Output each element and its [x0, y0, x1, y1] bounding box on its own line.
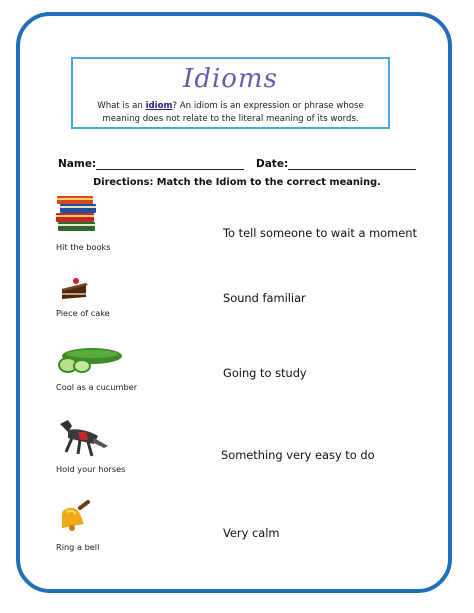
bell-icon [56, 500, 92, 534]
directions-text: Directions: Match the Idiom to the correct meaning. [93, 177, 381, 188]
meaning-very-calm: Very calm [223, 526, 280, 540]
title-box [71, 57, 390, 129]
date-input-line[interactable] [288, 158, 416, 170]
idiom-label-cool-as-a-cucumber: Cool as a cucumber [56, 382, 138, 392]
idiom-definition [83, 100, 378, 126]
idiom-label-hold-your-horses: Hold your horses [56, 464, 126, 474]
cucumber-icon [54, 344, 124, 374]
idiom-label-piece-of-cake: Piece of cake [56, 308, 110, 318]
name-field [58, 158, 244, 170]
date-field [256, 158, 416, 170]
date-label: Date: [256, 158, 289, 170]
intro-text-start: What is an [97, 101, 146, 111]
meaning-going-to-study: Going to study [223, 366, 307, 380]
idiom-label-hit-the-books: Hit the books [56, 242, 111, 252]
name-input-line[interactable] [96, 158, 244, 170]
name-label: Name: [58, 158, 97, 170]
page-title: Idioms [183, 64, 278, 94]
cake-slice-icon [60, 277, 90, 301]
books-icon [54, 195, 98, 233]
idiom-keyword: idiom [145, 101, 173, 111]
meaning-very-easy: Something very easy to do [221, 448, 375, 462]
intro-text-end: ? An idiom is an expression or phrase whose meaning does not relate to the literal meaning of its words. [102, 101, 364, 124]
meaning-wait-a-moment: To tell someone to wait a moment [223, 226, 417, 240]
horse-icon [54, 418, 112, 458]
meaning-sound-familiar: Sound familiar [223, 291, 306, 305]
idiom-label-ring-a-bell: Ring a bell [56, 542, 100, 552]
